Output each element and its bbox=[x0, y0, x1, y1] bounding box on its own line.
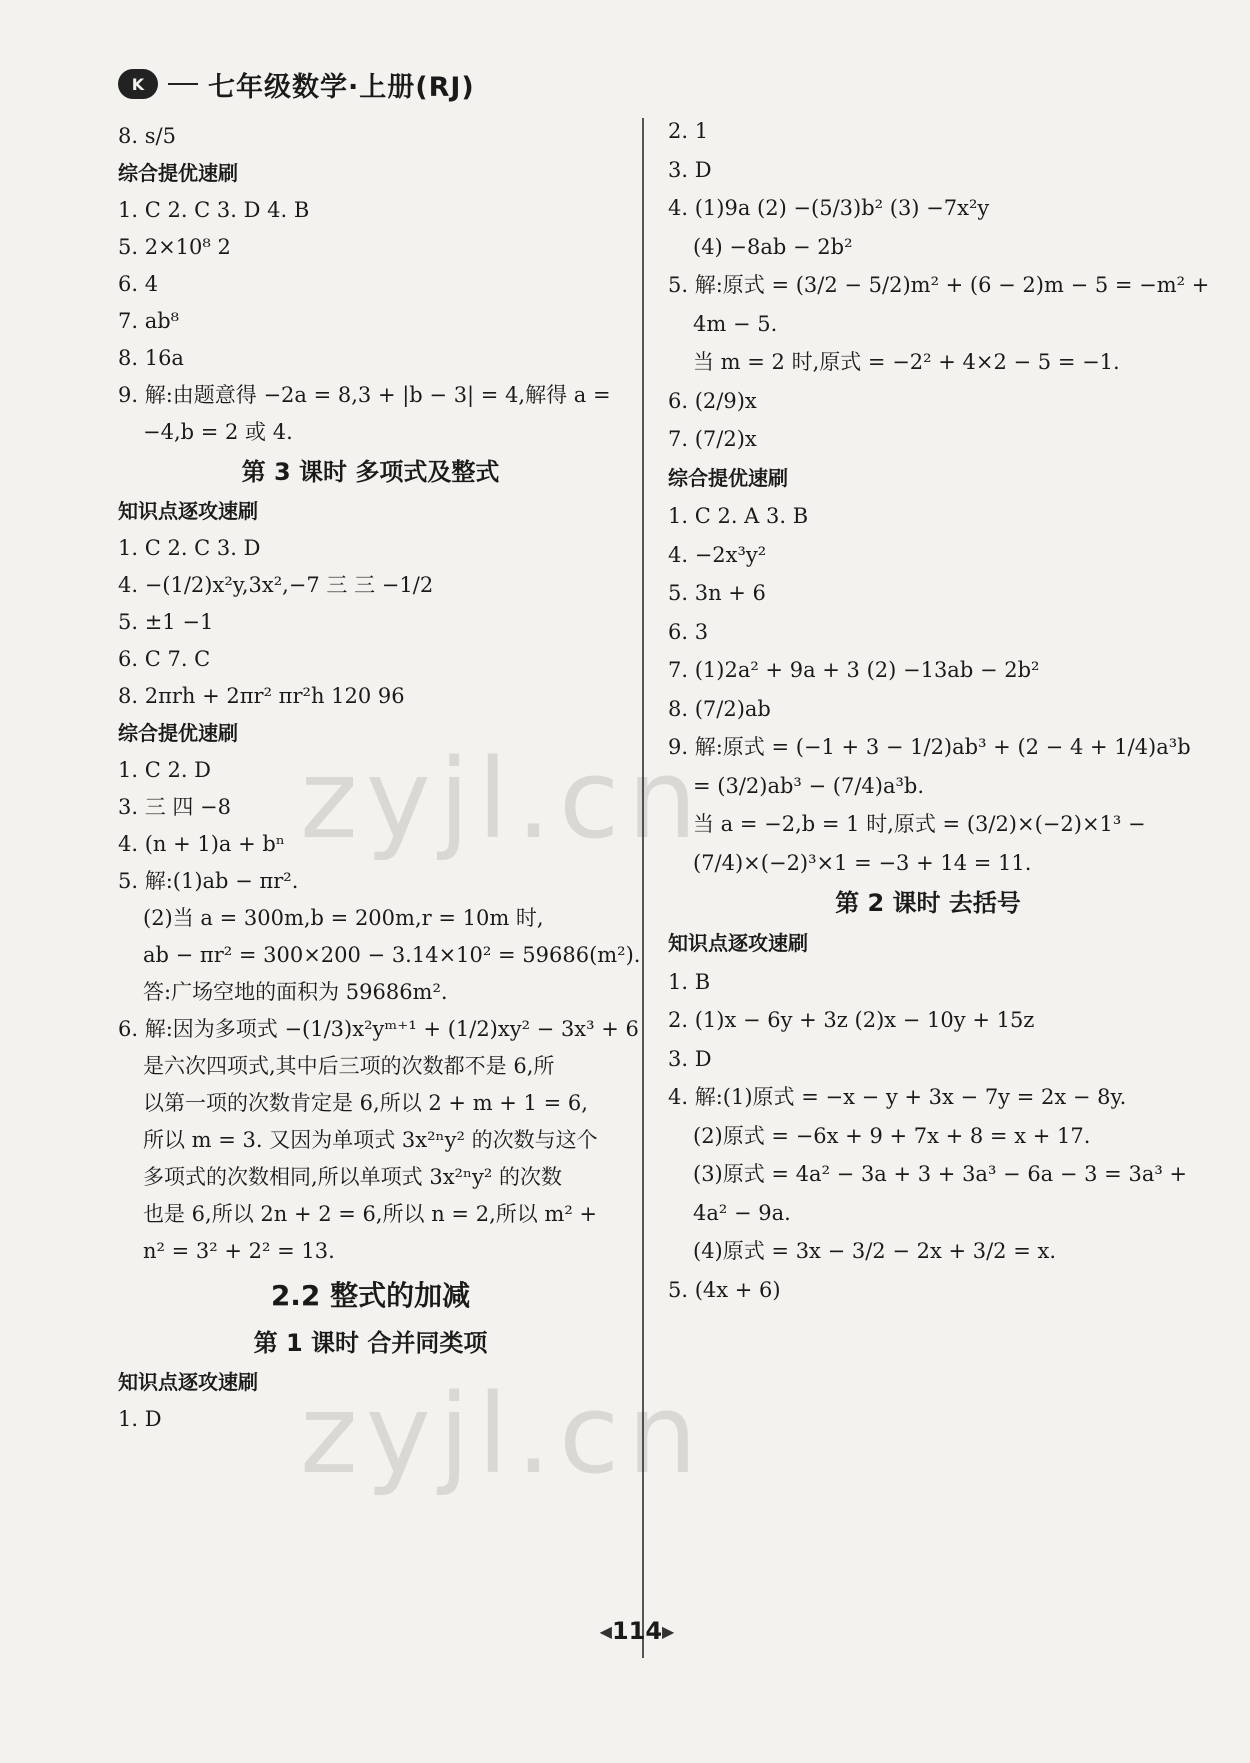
answer-line: 8. 16a bbox=[118, 346, 184, 370]
answer-line: 8. (7/2)ab bbox=[668, 696, 771, 721]
answer-line: 6. 4 bbox=[118, 272, 159, 296]
header-line bbox=[168, 83, 198, 85]
answer-line: 9. 解:由题意得 −2a = 8,3 + |b − 3| = 4,解得 a = bbox=[118, 383, 611, 407]
answer-line: 4. −(1/2)x²y,3x²,−7 三 三 −1/2 bbox=[118, 573, 434, 597]
answer-line: 5. 解:(1)ab − πr². bbox=[118, 869, 299, 893]
lesson-heading: 第 1 课时 合并同类项 bbox=[253, 1329, 488, 1357]
answer-continuation: 4m − 5. bbox=[693, 311, 778, 336]
answer-line: 1. B bbox=[668, 969, 711, 994]
answer-line: 2. (1)x − 6y + 3z (2)x − 10y + 15z bbox=[668, 1008, 1035, 1032]
answer-line: 4. −2x³y² bbox=[668, 542, 767, 567]
answer-line: 8. s/5 bbox=[118, 124, 176, 148]
answer-continuation: (2)原式 = −6x + 9 + 7x + 8 = x + 17. bbox=[693, 1123, 1091, 1148]
answer-continuation: (4) −8ab − 2b² bbox=[693, 234, 853, 259]
section-label: 综合提优速刷 bbox=[668, 465, 788, 490]
answer-line: 3. D bbox=[668, 157, 712, 182]
answer-line: 1. C 2. C 3. D 4. B bbox=[118, 198, 310, 222]
right-arrow-icon: ▶ bbox=[662, 1621, 675, 1641]
column-divider bbox=[642, 118, 644, 1658]
answer-line: 3. 三 四 −8 bbox=[118, 795, 232, 819]
answer-continuation: (3)原式 = 4a² − 3a + 3 + 3a³ − 6a − 3 = 3a³ + bbox=[693, 1162, 1188, 1186]
answer-line: 5. ±1 −1 bbox=[118, 610, 214, 634]
page-header bbox=[118, 62, 475, 106]
left-column bbox=[118, 118, 641, 1438]
chapter-heading: 2.2 整式的加减 bbox=[270, 1279, 471, 1312]
answer-line: 6. C 7. C bbox=[118, 647, 211, 671]
watermark: zyjl.cn bbox=[300, 1370, 706, 1498]
answer-line: 1. C 2. D bbox=[118, 758, 212, 782]
section-label: 综合提优速刷 bbox=[118, 721, 238, 745]
answer-line: 4. 解:(1)原式 = −x − y + 3x − 7y = 2x − 8y. bbox=[668, 1085, 1127, 1109]
answer-continuation: (7/4)×(−2)³×1 = −3 + 14 = 11. bbox=[693, 850, 1032, 875]
section-label: 知识点逐攻速刷 bbox=[668, 931, 808, 955]
answer-line: 5. 解:原式 = (3/2 − 5/2)m² + (6 − 2)m − 5 = −m² + bbox=[668, 273, 1210, 297]
answer-continuation: 当 a = −2,b = 1 时,原式 = (3/2)×(−2)×1³ − bbox=[693, 812, 1146, 836]
answer-continuation: (4)原式 = 3x − 3/2 − 2x + 3/2 = x. bbox=[693, 1239, 1056, 1263]
left-arrow-icon: ◀ bbox=[599, 1621, 612, 1641]
answer-continuation: 以第一项的次数肯定是 6,所以 2 + m + 1 = 6, bbox=[143, 1091, 588, 1115]
book-logo-icon: K bbox=[118, 69, 158, 99]
answer-line: 5. (4x + 6) bbox=[668, 1277, 781, 1302]
book-title: 七年级数学·上册(RJ) bbox=[208, 71, 475, 103]
answer-continuation: 是六次四项式,其中后三项的次数都不是 6,所 bbox=[143, 1054, 555, 1078]
answer-continuation: 所以 m = 3. 又因为单项式 3x²ⁿy² 的次数与这个 bbox=[143, 1128, 598, 1152]
answer-continuation: 多项式的次数相同,所以单项式 3x²ⁿy² 的次数 bbox=[143, 1165, 563, 1189]
answer-line: 7. ab⁸ bbox=[118, 309, 180, 333]
lesson-heading: 第 3 课时 多项式及整式 bbox=[241, 458, 500, 486]
section-label: 知识点逐攻速刷 bbox=[118, 499, 258, 523]
answer-continuation: 也是 6,所以 2n + 2 = 6,所以 n = 2,所以 m² + bbox=[143, 1202, 598, 1226]
answer-continuation: 答:广场空地的面积为 59686m². bbox=[143, 980, 448, 1004]
answer-continuation: n² = 3² + 2² = 13. bbox=[143, 1239, 335, 1263]
answer-continuation: = (3/2)ab³ − (7/4)a³b. bbox=[693, 773, 925, 798]
lesson-heading: 第 2 课时 去括号 bbox=[835, 889, 1021, 917]
answer-line: 6. (2/9)x bbox=[668, 388, 757, 413]
answer-continuation: 4a² − 9a. bbox=[693, 1200, 791, 1225]
answer-line: 1. C 2. C 3. D bbox=[118, 536, 261, 560]
right-column bbox=[668, 112, 1210, 1309]
watermark: zyjl.cn bbox=[300, 735, 706, 863]
answer-continuation: −4,b = 2 或 4. bbox=[143, 420, 293, 444]
answer-line: 2. 1 bbox=[668, 119, 709, 143]
answer-line: 3. D bbox=[668, 1046, 712, 1071]
page-number-text: 114 bbox=[611, 1617, 663, 1645]
answer-line: 1. D bbox=[118, 1407, 162, 1431]
section-label: 综合提优速刷 bbox=[118, 161, 238, 185]
answer-line: 9. 解:原式 = (−1 + 3 − 1/2)ab³ + (2 − 4 + 1/4)a³b bbox=[668, 735, 1191, 759]
answer-line: 4. (1)9a (2) −(5/3)b² (3) −7x²y bbox=[668, 196, 990, 220]
answer-line: 7. (7/2)x bbox=[668, 427, 757, 451]
answer-line: 7. (1)2a² + 9a + 3 (2) −13ab − 2b² bbox=[668, 658, 1040, 682]
section-label: 知识点逐攻速刷 bbox=[118, 1370, 258, 1394]
answer-continuation: ab − πr² = 300×200 − 3.14×10² = 59686(m²). bbox=[143, 943, 641, 967]
answer-line: 6. 解:因为多项式 −(1/3)x²yᵐ⁺¹ + (1/2)xy² − 3x³ + 6 bbox=[118, 1017, 639, 1041]
answer-line: 8. 2πrh + 2πr² πr²h 120 96 bbox=[118, 684, 405, 708]
answer-line: 5. 3n + 6 bbox=[668, 581, 766, 605]
answer-continuation: (2)当 a = 300m,b = 200m,r = 10m 时, bbox=[143, 906, 544, 930]
answer-line: 6. 3 bbox=[668, 619, 709, 644]
answer-line: 4. (n + 1)a + bⁿ bbox=[118, 832, 285, 856]
answer-continuation: 当 m = 2 时,原式 = −2² + 4×2 − 5 = −1. bbox=[693, 350, 1120, 374]
page-number bbox=[592, 1613, 682, 1649]
answer-line: 5. 2×10⁸ 2 bbox=[118, 235, 231, 259]
answer-line: 1. C 2. A 3. B bbox=[668, 504, 809, 528]
